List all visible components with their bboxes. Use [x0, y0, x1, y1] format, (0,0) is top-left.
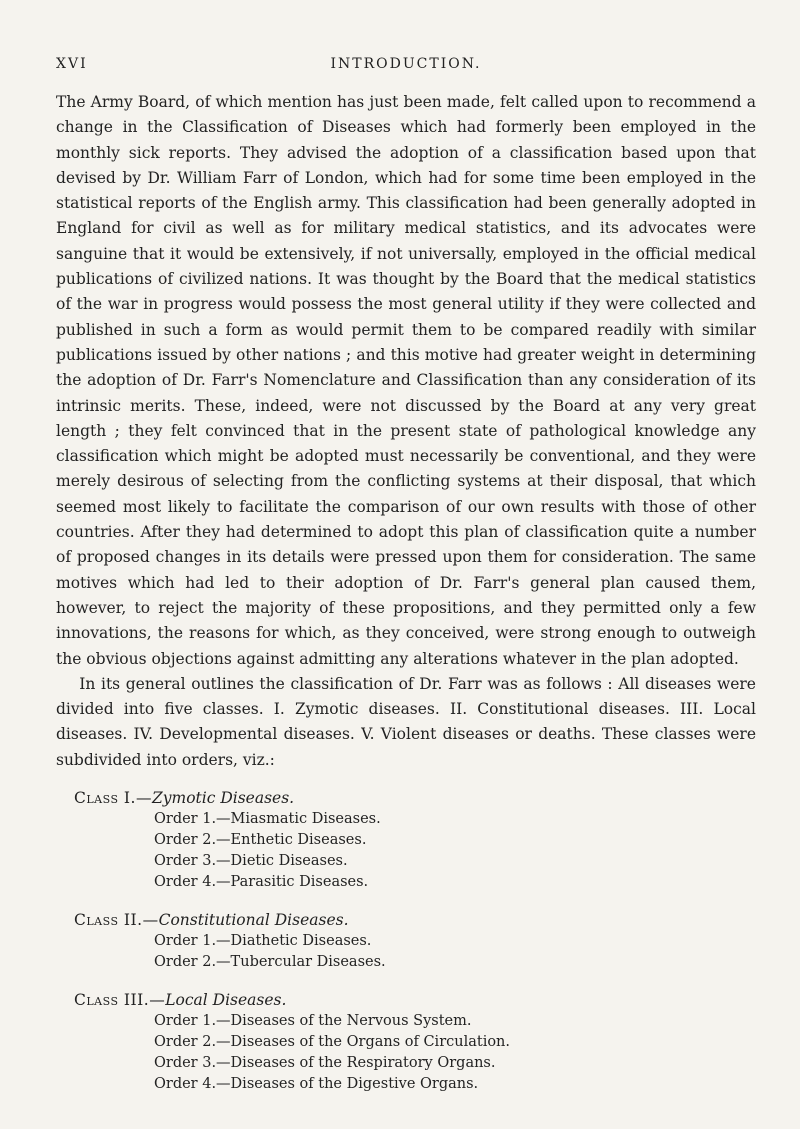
order-item: Order 4.—Diseases of the Digestive Organs. [154, 1076, 479, 1093]
running-head [56, 56, 756, 76]
order-item: Order 1.—Miasmatic Diseases. [154, 811, 381, 828]
order-item: Order 1.—Diathetic Diseases. [154, 933, 372, 950]
class-heading [74, 909, 756, 931]
order-list [154, 1011, 756, 1095]
order-item: Order 2.—Enthetic Diseases. [154, 832, 367, 849]
order-item: Order 2.—Tubercular Diseases. [154, 954, 386, 971]
class-name: Zymotic Diseases. [151, 789, 295, 808]
running-title: INTRODUCTION. [330, 56, 482, 72]
class-block [56, 787, 756, 893]
class-name: Local Diseases. [165, 991, 287, 1010]
class-heading [74, 787, 756, 809]
order-item: Order 3.—Diseases of the Respiratory Organs. [154, 1055, 496, 1072]
class-label: Class I.— [74, 789, 152, 808]
page-number: XVI [56, 56, 88, 72]
paragraph: The Army Board, of which mention has just been made, felt called upon to recommend a change in the Classification of Diseases which had formerly been employed in the monthly sick reports. They advised the adoption of a classification based upon that devised by Dr. William Farr of London, which had for some time been employed in the statistical reports of the English army. This classification had been generally adopted in England for civil as well as for military medical statistics, and its advocates were sanguine that it would be extensively, if not universally, employed in the official medical publications of civilized nations. It was thought by the Board that the medical statistics of the war in progress would possess the most general utility if they were collected and published in such a form as would permit them to be compared readily with similar publications issued by other nations ; and this motive had greater weight in determining the adoption of Dr. Farr's Nomenclature and Classification than any consideration of its intrinsic merits. These, indeed, were not discussed by the Board at any very great length ; they felt convinced that in the present state of pathological knowledge any classification which might be adopted must necessarily be conventional, and they were merely desirous of selecting from the conflicting systems at their disposal, that which seemed most likely to facilitate the comparison of our own results with those of other countries. After they had determined to adopt this plan of classification quite a number of proposed changes in its details were pressed upon them for consideration. The same motives which had led to their adoption of Dr. Farr's general plan caused them, however, to reject the majority of these propositions, and they permitted only a few innovations, the reasons for which, as they conceived, were strong enough to outweigh the obvious objections against admitting any alterations whatever in the plan adopted. [56, 93, 756, 668]
class-heading [74, 989, 756, 1011]
class-label: Class III.— [74, 991, 166, 1010]
class-label: Class II.— [74, 911, 159, 930]
order-item: Order 2.—Diseases of the Organs of Circulation. [154, 1034, 511, 1051]
class-block [56, 989, 756, 1095]
class-name: Constitutional Diseases. [158, 911, 349, 930]
order-list [154, 931, 756, 973]
order-item: Order 1.—Diseases of the Nervous System. [154, 1013, 472, 1030]
class-block [56, 909, 756, 973]
body-text [56, 90, 756, 773]
classification-list [56, 787, 756, 1095]
order-item: Order 4.—Parasitic Diseases. [154, 874, 369, 891]
paragraph: In its general outlines the classification of Dr. Farr was as follows : All diseases were divided into five classes. I. Zymotic diseases. II. Constitutional diseases. III. Local diseases. IV. Developmental diseases. V. Violent diseases or deaths. These classes were subdivided into orders, viz.: [56, 674, 756, 769]
order-list [154, 809, 756, 893]
order-item: Order 3.—Dietic Diseases. [154, 853, 348, 870]
page [56, 56, 756, 1111]
